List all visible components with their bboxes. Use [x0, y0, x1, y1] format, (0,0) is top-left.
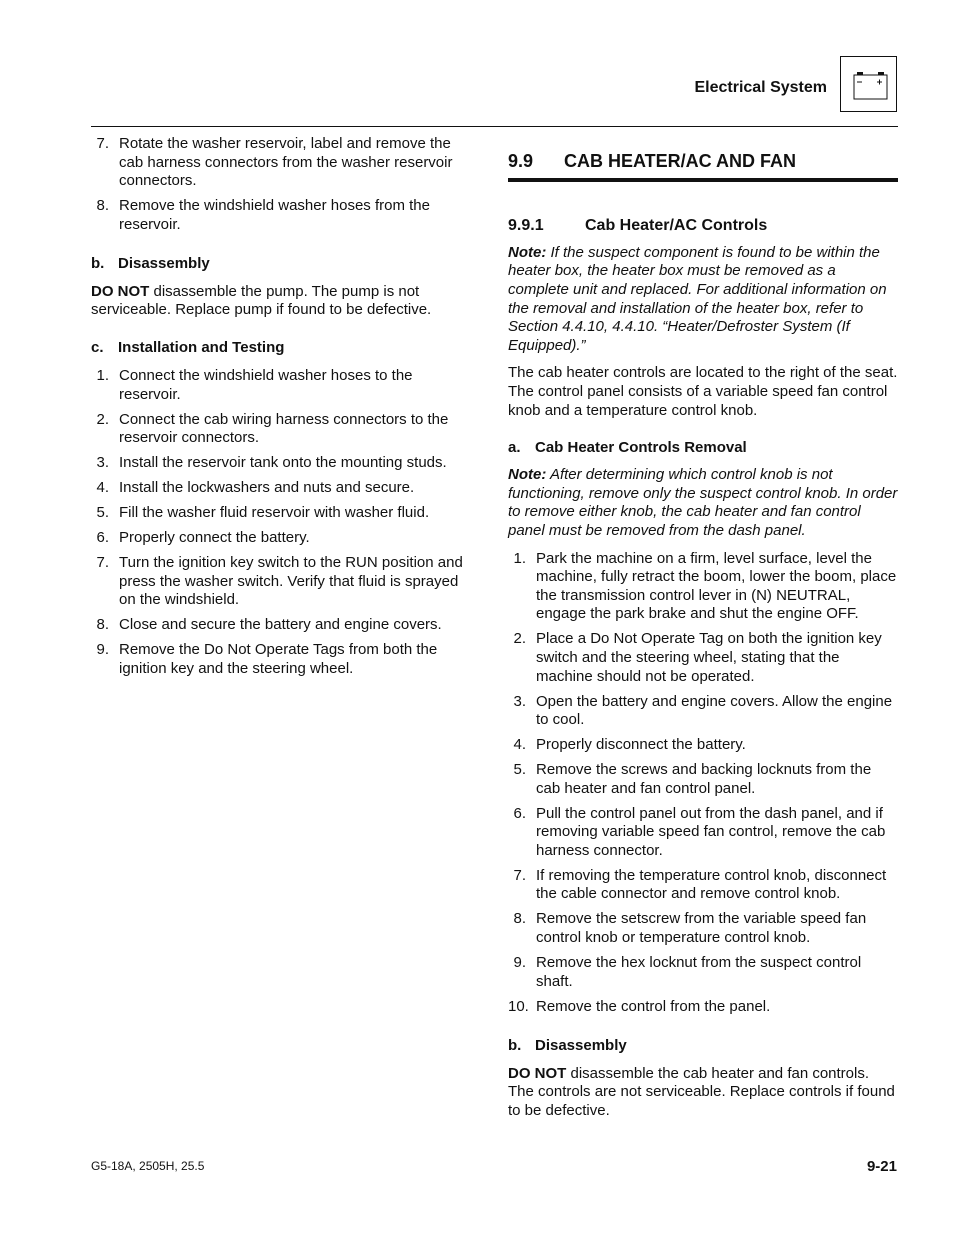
list-item-number: 8. — [513, 910, 526, 928]
list-item — [91, 197, 476, 234]
page-number: 9-21 — [866, 1158, 897, 1175]
list-item-number: 1. — [96, 366, 109, 384]
disassembly-paragraph-left: DO NOT disassemble the pump. The pump is not serviceable. Replace pump if found to be defective. — [91, 282, 432, 319]
list-item — [91, 504, 476, 523]
list-item-number: 2. — [513, 630, 526, 648]
list-item-text: Fill the washer fluid reservoir with washer fluid. — [119, 504, 430, 522]
list-item-text: Remove the windshield washer hoses from the reservoir. — [119, 197, 430, 233]
list-item-number: 5. — [96, 504, 109, 522]
list-item-number: 4. — [513, 736, 526, 754]
list-item-number: 5. — [513, 761, 526, 779]
list-item — [508, 761, 898, 798]
list-item — [91, 411, 476, 448]
list-item — [508, 550, 898, 624]
list-item-text: Install the lockwashers and nuts and secure. — [119, 479, 415, 497]
list-item — [91, 479, 476, 498]
list-item-text: Connect the cab wiring harness connectors to the reservoir connectors. — [119, 410, 449, 447]
list-item-number: 9. — [96, 641, 109, 659]
installation-steps — [91, 367, 476, 678]
list-item — [91, 554, 476, 610]
footer-model: G5-18A, 2505H, 25.5 — [91, 1159, 205, 1173]
list-item-number: 7. — [96, 135, 109, 152]
list-item-text: Open the battery and engine covers. Allow the engine to cool. — [536, 692, 893, 729]
list-item-number: 2. — [96, 410, 109, 428]
list-item — [508, 867, 898, 904]
list-item-text: Install the reservoir tank onto the mounting studs. — [119, 454, 447, 472]
list-item-text: Remove the Do Not Operate Tags from both the ignition key and the steering wheel. — [119, 641, 438, 677]
list-item-text: Turn the ignition key switch to the RUN position and press the washer switch. Verify that fluid is sprayed on the windshield. — [119, 554, 463, 609]
list-item-number: 3. — [513, 692, 526, 710]
list-item-text: Remove the control from the panel. — [536, 997, 771, 1015]
list-item-number: 4. — [96, 479, 109, 497]
list-item-number: 7. — [513, 866, 526, 884]
battery-icon — [840, 56, 897, 112]
note-heater-box: Note: If the suspect component is found to be within the heater box, the heater box must be removed as a complete unit and replaced. For additional information on the removal and installation of the heater box, refer to Section 4.4.10, 4.4.10. “Heater/Defroster System (If Equipped).” — [508, 243, 887, 354]
list-item — [508, 910, 898, 947]
right-column — [508, 135, 898, 1120]
list-item-text: Park the machine on a firm, level surface, level the machine, fully retract the boom, lower the boom, place the transmission control lever in (N) NEUTRAL, engage the park brake and shut the engine OFF. — [536, 549, 897, 623]
disassembly-heading-right: b. Disassembly — [508, 1036, 627, 1054]
list-item-number: 6. — [513, 804, 526, 822]
list-item-text: Remove the setscrew from the variable speed fan control knob or temperature control knob. — [536, 910, 867, 947]
removal-steps-continued — [91, 135, 476, 234]
control-removal-steps — [508, 550, 898, 1017]
subsection-heading: 9.9.1 Cab Heater/AC Controls — [508, 216, 768, 234]
list-item-number: 1. — [513, 549, 526, 567]
section-heading: 9.9 CAB HEATER/AC AND FAN — [508, 150, 898, 182]
list-item — [508, 805, 898, 861]
list-item-number: 6. — [96, 529, 109, 547]
list-item — [91, 367, 476, 404]
list-item — [91, 454, 476, 473]
list-item — [91, 641, 476, 678]
removal-heading: a. Cab Heater Controls Removal — [508, 439, 747, 457]
disassembly-paragraph-right: DO NOT disassemble the cab heater and fan controls. The controls are not serviceable. Replace controls if found to be defective. — [508, 1064, 895, 1119]
header-rule — [91, 126, 898, 127]
installation-heading: c. Installation and Testing — [91, 338, 285, 356]
disassembly-heading-left: b. Disassembly — [91, 254, 210, 272]
list-item-number: 7. — [96, 554, 109, 572]
list-item-text: Properly disconnect the battery. — [536, 736, 746, 754]
list-item-text: Connect the windshield washer hoses to the reservoir. — [119, 366, 413, 403]
list-item-text: Close and secure the battery and engine covers. — [119, 616, 442, 634]
list-item-number: 10. — [508, 997, 529, 1015]
list-item-text: Pull the control panel out from the dash panel, and if removing variable speed fan control, remove the cab harness connector. — [536, 804, 886, 859]
list-item — [91, 529, 476, 548]
list-item-number: 8. — [96, 616, 109, 634]
list-item-text: Place a Do Not Operate Tag on both the ignition key switch and the steering wheel, stating that the machine should not be operated. — [536, 630, 882, 685]
list-item — [91, 135, 476, 191]
list-item-number: 3. — [96, 454, 109, 472]
list-item — [508, 630, 898, 686]
list-item — [508, 693, 898, 730]
note-control-knob: Note: After determining which control knob is not functioning, remove only the suspect control knob. In order to remove either knob, the cab heater and fan control panel must be removed from the dash panel. — [508, 466, 898, 539]
list-item-text: Remove the screws and backing locknuts from the cab heater and fan control panel. — [536, 761, 872, 797]
list-item-text: Properly connect the battery. — [119, 529, 310, 547]
list-item — [508, 998, 898, 1017]
list-item — [508, 954, 898, 991]
left-column — [91, 135, 476, 685]
list-item — [91, 616, 476, 635]
list-item-text: Remove the hex locknut from the suspect control shaft. — [536, 954, 862, 990]
intro-paragraph: The cab heater controls are located to the right of the seat. The control panel consists of a variable speed fan control knob and a temperature control knob. — [508, 364, 898, 419]
header-title: Electrical System — [694, 79, 827, 96]
list-item-text: If removing the temperature control knob, disconnect the cable connector and remove control knob. — [536, 866, 887, 903]
list-item-number: 9. — [513, 954, 526, 971]
list-item-number: 8. — [96, 197, 109, 215]
list-item-text: Rotate the washer reservoir, label and remove the cab harness connectors from the washer reservoir connectors. — [119, 135, 453, 190]
list-item — [508, 736, 898, 755]
